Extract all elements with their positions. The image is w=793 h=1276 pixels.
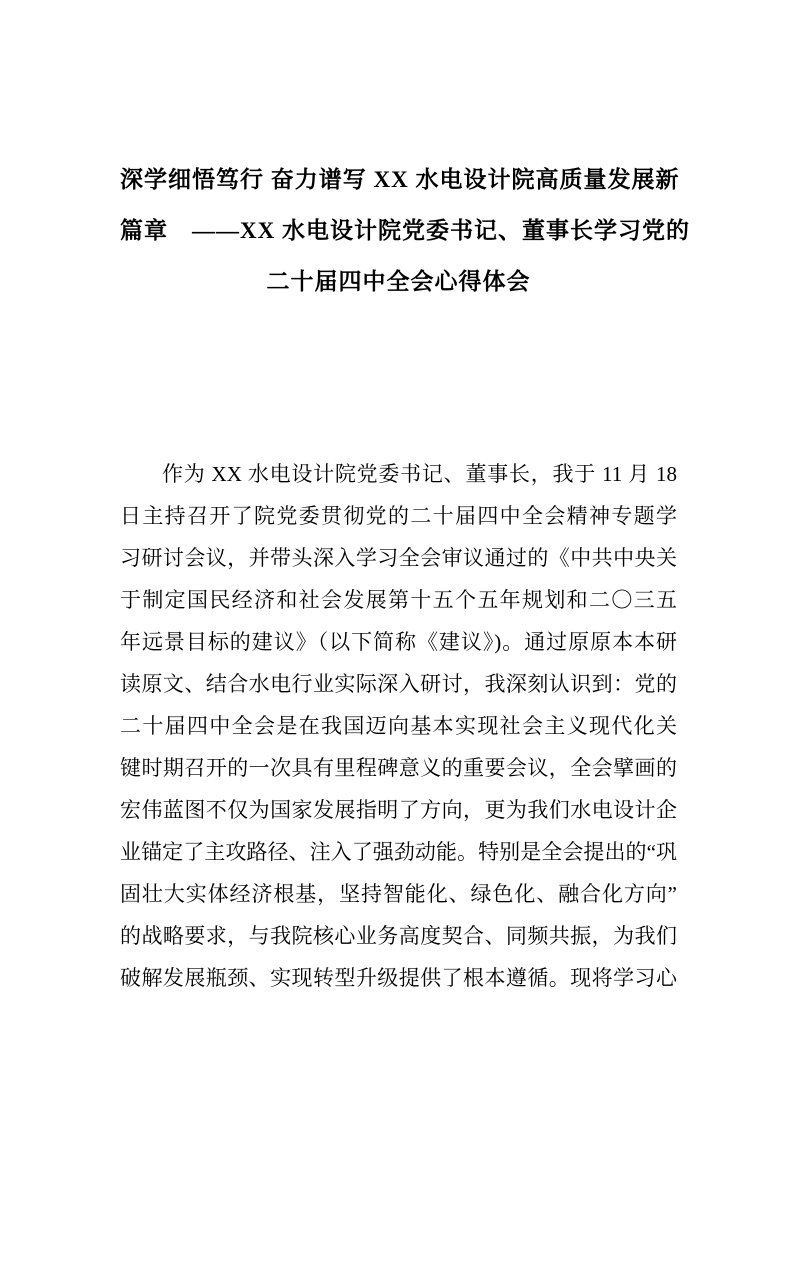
paragraph-line: 固壮大实体经济根基，坚持智能化、绿色化、融合化方向” bbox=[120, 882, 677, 906]
paragraph-line: 业锚定了主攻路径、注入了强劲动能。特别是全会提出的“巩 bbox=[120, 840, 677, 864]
document-page bbox=[0, 154, 793, 1276]
paragraph-line: 作为 XX 水电设计院党委书记、董事长，我于 11 月 18 bbox=[162, 462, 677, 486]
paragraph-line: 于制定国民经济和社会发展第十五个五年规划和二〇三五 bbox=[120, 588, 677, 612]
paragraph-line: 日主持召开了院党委贯彻党的二十届四中全会精神专题学 bbox=[120, 504, 677, 528]
title-line-1: 深学细悟笃行 奋力谱写 XX 水电设计院高质量发展新 bbox=[120, 167, 680, 192]
paragraph-line: 键时期召开的一次具有里程碑意义的重要会议，全会擘画的 bbox=[120, 756, 677, 780]
title-line-2: 篇章 ——XX 水电设计院党委书记、董事长学习党的 bbox=[120, 218, 690, 243]
paragraph-line: 年远景目标的建议》（以下简称《建议》)。通过原原本本研 bbox=[120, 630, 677, 654]
document-title bbox=[120, 154, 690, 307]
paragraph-line: 的战略要求，与我院核心业务高度契合、同频共振，为我们 bbox=[120, 924, 677, 948]
paragraph-line: 破解发展瓶颈、实现转型升级提供了根本遵循。现将学习心 bbox=[120, 966, 677, 990]
paragraph-line: 习研讨会议，并带头深入学习全会审议通过的《中共中央关 bbox=[120, 546, 677, 570]
paragraph-line: 宏伟蓝图不仅为国家发展指明了方向，更为我们水电设计企 bbox=[120, 798, 677, 822]
paragraph-line: 读原文、结合水电行业实际深入研讨，我深刻认识到：党的 bbox=[120, 672, 677, 696]
body-paragraph bbox=[120, 453, 677, 999]
title-line-3: 二十届四中全会心得体会 bbox=[266, 269, 531, 294]
paragraph-line: 二十届四中全会是在我国迈向基本实现社会主义现代化关 bbox=[120, 714, 677, 738]
